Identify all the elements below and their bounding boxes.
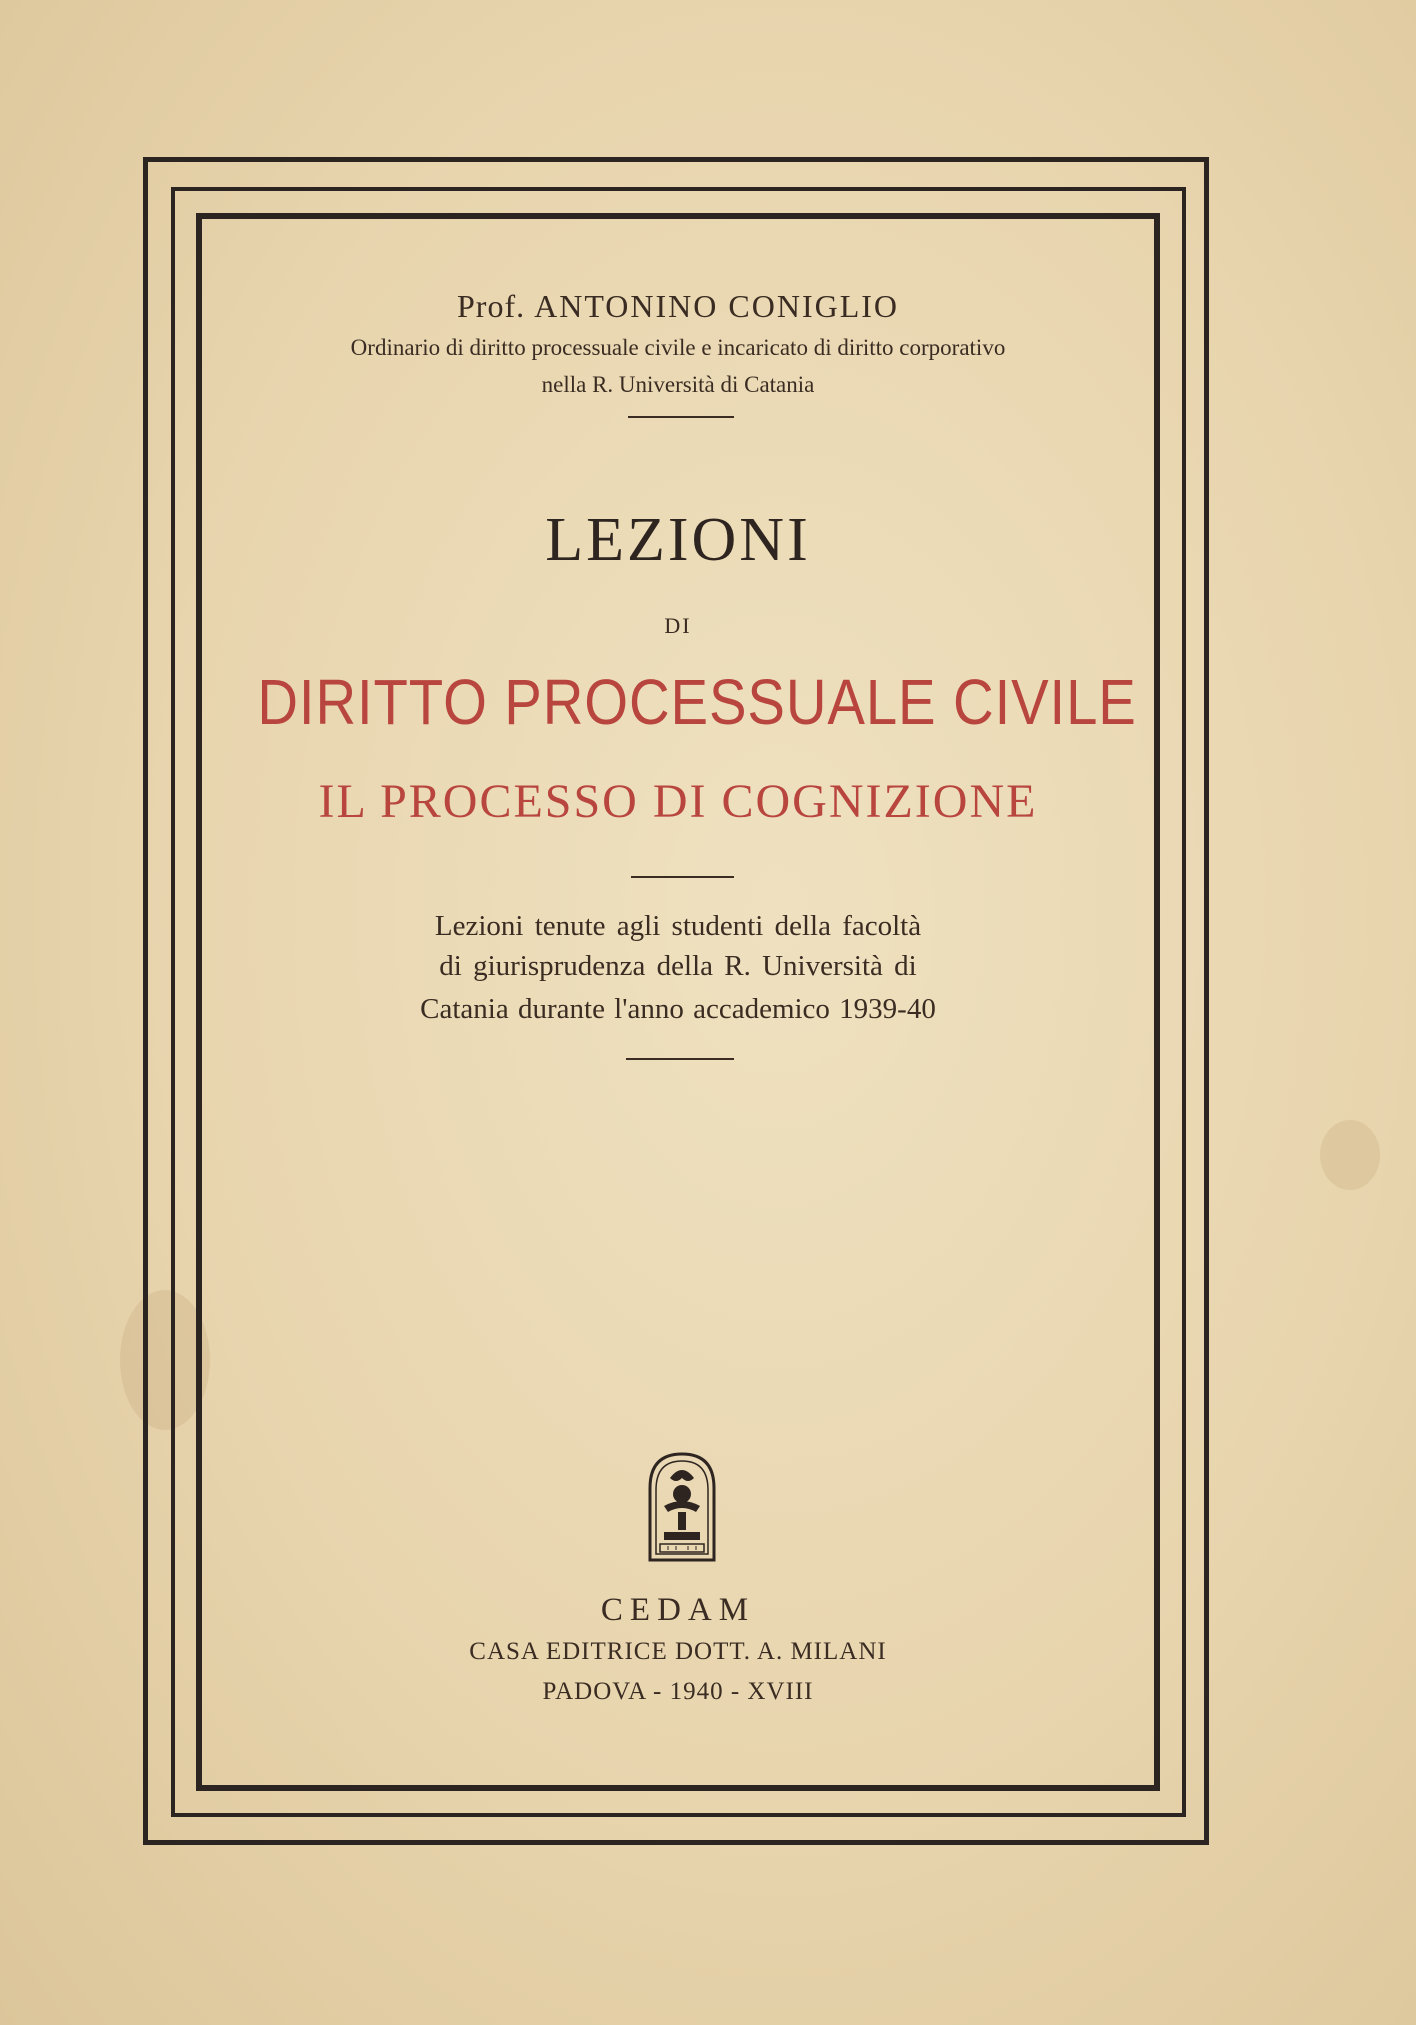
description-line3: Catania durante l'anno accademico 1939-40 [420,993,936,1025]
paper-stain [1320,1120,1380,1190]
author-name: ANTONINO CONIGLIO [534,288,900,324]
author-line [200,288,1156,325]
publisher-name: CEDAM [600,1592,756,1628]
publisher-emblem-icon [642,1448,722,1563]
description-line1: Lezioni tenute agli studenti della facoltà [434,910,922,942]
title-lezioni: LEZIONI [545,506,811,574]
divider-rule [631,876,734,878]
divider-rule [626,1058,734,1060]
publisher-place-date: PADOVA - 1940 - XVIII [542,1678,814,1705]
book-subtitle: IL PROCESSO DI COGNIZIONE [318,775,1038,828]
description-line2: di giurisprudenza della R. Università di [439,950,917,982]
publisher-house: CASA EDITRICE DOTT. A. MILANI [469,1638,887,1665]
author-affiliation-line2: nella R. Università di Catania [541,372,815,397]
divider-rule [628,416,734,418]
author-prefix: Prof. [456,288,526,324]
author-affiliation-line1: Ordinario di diritto processuale civile e incaricato di diritto corporativo [350,335,1006,360]
title-di: DI [664,613,692,638]
book-title: DIRITTO PROCESSUALE CIVILE [257,666,1137,738]
